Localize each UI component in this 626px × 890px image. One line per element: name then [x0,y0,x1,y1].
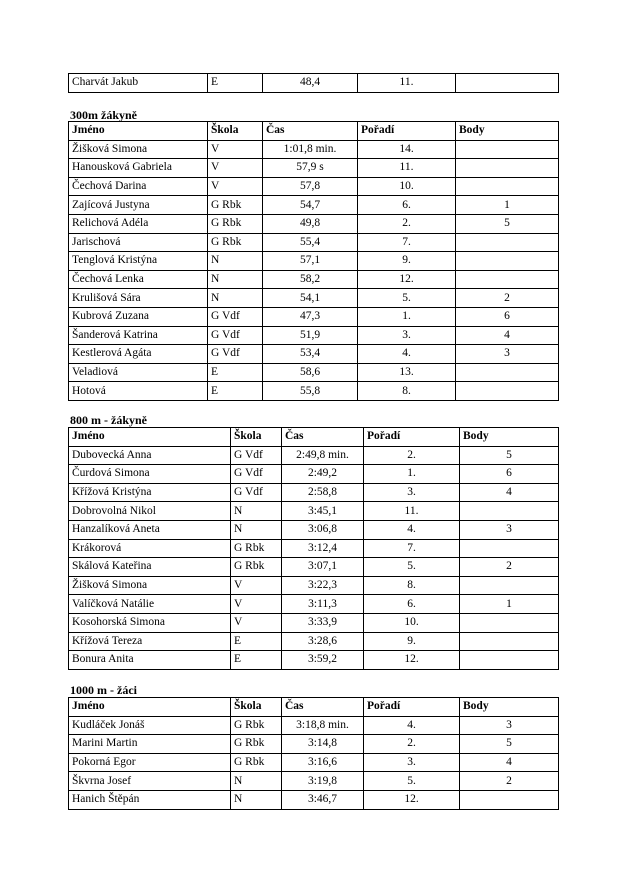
col-header-points: Body [460,698,559,717]
col-header-school: Škola [231,698,282,717]
time-cell: 57,1 [263,252,358,271]
school-cell: G Vdf [208,307,263,326]
time-cell: 3:33,9 [282,613,364,632]
section-title-300m: 300m žákyně [70,108,137,122]
school-cell: G Rbk [231,539,282,558]
school-cell: E [208,382,263,401]
school-cell: E [208,363,263,382]
place-cell: 3. [358,326,456,345]
time-cell: 58,6 [263,363,358,382]
school-cell: G Vdf [208,326,263,345]
table-body [69,140,559,400]
header-row [69,122,559,141]
points-cell [456,252,559,271]
place-cell: 13. [358,363,456,382]
time-cell: 49,8 [263,214,358,233]
name-cell: Krulišová Sára [69,289,208,308]
name-cell: Marini Martin [69,735,231,754]
time-cell: 3:46,7 [282,790,364,809]
table-row [69,753,559,772]
table-row [69,177,559,196]
points-cell: 1 [460,595,559,614]
name-cell: Hanzalíková Aneta [69,520,231,539]
table-row [69,74,559,93]
results-table-1000m [68,697,559,810]
table-row [69,651,559,670]
school-cell: G Vdf [231,465,282,484]
time-cell: 3:06,8 [282,520,364,539]
school-cell: E [231,651,282,670]
time-cell: 55,4 [263,233,358,252]
place-cell: 1. [364,465,460,484]
name-cell: Jarischová [69,233,208,252]
points-cell: 5 [456,214,559,233]
time-cell: 1:01,8 min. [263,140,358,159]
name-cell: Kosohorská Simona [69,613,231,632]
table-row [69,735,559,754]
table-row [69,539,559,558]
points-cell [456,382,559,401]
table-row [69,483,559,502]
table-row [69,233,559,252]
name-cell: Kestlerová Agáta [69,345,208,364]
table-row [69,790,559,809]
name-cell: Pokorná Egor [69,753,231,772]
col-header-time: Čas [282,698,364,717]
time-cell: 3:22,3 [282,576,364,595]
name-cell: Žišková Simona [69,576,231,595]
time-cell: 3:59,2 [282,651,364,670]
name-cell: Čechová Darina [69,177,208,196]
place-cell: 14. [358,140,456,159]
place-cell: 3. [364,483,460,502]
school-cell: G Rbk [208,196,263,215]
points-cell [460,539,559,558]
time-cell: 51,9 [263,326,358,345]
results-table-300m [68,121,559,401]
points-cell: 3 [460,520,559,539]
name-cell: Žišková Simona [69,140,208,159]
col-header-points: Body [456,122,559,141]
place-cell: 7. [358,233,456,252]
place-cell: 2. [364,735,460,754]
time-cell: 57,9 s [263,159,358,178]
header-row [69,698,559,717]
school-cell: V [231,595,282,614]
points-cell: 3 [460,716,559,735]
table-row [69,613,559,632]
name-cell: Šanderová Katrina [69,326,208,345]
place-cell: 7. [364,539,460,558]
school-cell: N [208,289,263,308]
table-row [69,289,559,308]
col-header-place: Pořadí [358,122,456,141]
points-cell: 3 [456,345,559,364]
place-cell: 1. [358,307,456,326]
section-title-1000m: 1000 m - žáci [70,683,137,697]
table-row [69,252,559,271]
col-header-school: Škola [231,428,282,447]
name-cell: Relichová Adéla [69,214,208,233]
place-cell: 4. [358,345,456,364]
table-row [69,214,559,233]
place-cell: 8. [358,382,456,401]
place-cell: 4. [364,716,460,735]
table-body [69,446,559,669]
school-cell: G Vdf [231,446,282,465]
name-cell: Čurdová Simona [69,465,231,484]
table-row [69,159,559,178]
school-cell: G Vdf [208,345,263,364]
col-header-time: Čas [263,122,358,141]
time-cell: 53,4 [263,345,358,364]
time-cell: 57,8 [263,177,358,196]
time-cell: 3:07,1 [282,558,364,577]
name-cell: Škvrna Josef [69,772,231,791]
school-cell: N [208,270,263,289]
time-cell: 54,7 [263,196,358,215]
table-row [69,363,559,382]
table-row [69,595,559,614]
time-cell: 3:11,3 [282,595,364,614]
name-cell: Bonura Anita [69,651,231,670]
points-cell: 4 [456,326,559,345]
table-body [69,716,559,809]
place-cell: 10. [364,613,460,632]
points-cell: 2 [460,772,559,791]
name-cell: Hanich Štěpán [69,790,231,809]
col-header-name: Jméno [69,698,231,717]
time-cell: 55,8 [263,382,358,401]
name-cell: Kubrová Zuzana [69,307,208,326]
place-cell: 6. [364,595,460,614]
name-cell: Křížová Tereza [69,632,231,651]
points-cell [456,159,559,178]
table-row [69,382,559,401]
col-header-time: Čas [282,428,364,447]
name-cell: Charvát Jakub [69,74,208,93]
col-header-school: Škola [208,122,263,141]
name-cell: Dubovecká Anna [69,446,231,465]
name-cell: Skálová Kateřina [69,558,231,577]
col-header-place: Pořadí [364,428,460,447]
table-row [69,196,559,215]
points-cell: 2 [456,289,559,308]
place-cell: 12. [364,651,460,670]
time-cell: 3:28,6 [282,632,364,651]
place-cell: 3. [364,753,460,772]
place-cell: 5. [364,772,460,791]
name-cell: Tenglová Kristýna [69,252,208,271]
time-cell: 3:16,6 [282,753,364,772]
place-cell: 4. [364,520,460,539]
school-cell: V [208,177,263,196]
points-cell [460,576,559,595]
header-row [69,428,559,447]
points-cell [456,363,559,382]
place-cell: 11. [364,502,460,521]
points-cell [460,502,559,521]
points-cell [456,177,559,196]
results-table-800m [68,427,559,670]
school-cell: G Rbk [208,214,263,233]
place-cell: 5. [364,558,460,577]
name-cell: Čechová Lenka [69,270,208,289]
name-cell: Hanousková Gabriela [69,159,208,178]
school-cell: E [231,632,282,651]
place-cell: 11. [358,74,456,93]
col-header-points: Body [460,428,559,447]
time-cell: 3:19,8 [282,772,364,791]
name-cell: Dobrovolná Nikol [69,502,231,521]
school-cell: G Rbk [231,735,282,754]
points-cell: 6 [456,307,559,326]
school-cell: G Rbk [231,753,282,772]
name-cell: Valíčková Natálie [69,595,231,614]
points-cell [460,790,559,809]
table-row [69,446,559,465]
time-cell: 3:45,1 [282,502,364,521]
section-title-800m: 800 m - žákyně [70,413,147,427]
school-cell: E [208,74,263,93]
place-cell: 11. [358,159,456,178]
table-row [69,345,559,364]
school-cell: N [231,772,282,791]
school-cell: V [208,140,263,159]
school-cell: G Vdf [231,483,282,502]
place-cell: 9. [358,252,456,271]
table-row [69,520,559,539]
points-cell [456,270,559,289]
time-cell: 47,3 [263,307,358,326]
school-cell: N [231,790,282,809]
points-cell: 4 [460,753,559,772]
points-cell [460,651,559,670]
place-cell: 12. [364,790,460,809]
name-cell: Hotová [69,382,208,401]
name-cell: Kudláček Jonáš [69,716,231,735]
school-cell: G Rbk [231,558,282,577]
table-row [69,307,559,326]
name-cell: Křížová Kristýna [69,483,231,502]
table-row [69,772,559,791]
time-cell: 58,2 [263,270,358,289]
points-cell: 5 [460,735,559,754]
school-cell: N [231,520,282,539]
points-cell [456,74,559,93]
place-cell: 2. [364,446,460,465]
school-cell: V [231,576,282,595]
points-cell [460,613,559,632]
points-cell: 4 [460,483,559,502]
name-cell: Zajícová Justyna [69,196,208,215]
points-cell [456,140,559,159]
school-cell: G Rbk [208,233,263,252]
time-cell: 48,4 [263,74,358,93]
col-header-name: Jméno [69,428,231,447]
place-cell: 12. [358,270,456,289]
time-cell: 2:58,8 [282,483,364,502]
place-cell: 6. [358,196,456,215]
points-cell [456,233,559,252]
place-cell: 9. [364,632,460,651]
table-row [69,716,559,735]
points-cell [460,632,559,651]
school-cell: V [208,159,263,178]
name-cell: Krákorová [69,539,231,558]
table-row [69,576,559,595]
table-row [69,326,559,345]
points-cell: 2 [460,558,559,577]
points-cell: 5 [460,446,559,465]
place-cell: 8. [364,576,460,595]
table-row [69,632,559,651]
place-cell: 2. [358,214,456,233]
time-cell: 2:49,8 min. [282,446,364,465]
table-row [69,270,559,289]
table-row [69,140,559,159]
school-cell: G Rbk [231,716,282,735]
time-cell: 3:12,4 [282,539,364,558]
time-cell: 3:18,8 min. [282,716,364,735]
school-cell: N [231,502,282,521]
time-cell: 2:49,2 [282,465,364,484]
table-row [69,558,559,577]
table-row [69,465,559,484]
col-header-place: Pořadí [364,698,460,717]
name-cell: Veladiová [69,363,208,382]
time-cell: 3:14,8 [282,735,364,754]
col-header-name: Jméno [69,122,208,141]
points-cell: 1 [456,196,559,215]
top-results-table [68,73,559,93]
table-row [69,502,559,521]
school-cell: N [208,252,263,271]
place-cell: 5. [358,289,456,308]
points-cell: 6 [460,465,559,484]
school-cell: V [231,613,282,632]
place-cell: 10. [358,177,456,196]
time-cell: 54,1 [263,289,358,308]
